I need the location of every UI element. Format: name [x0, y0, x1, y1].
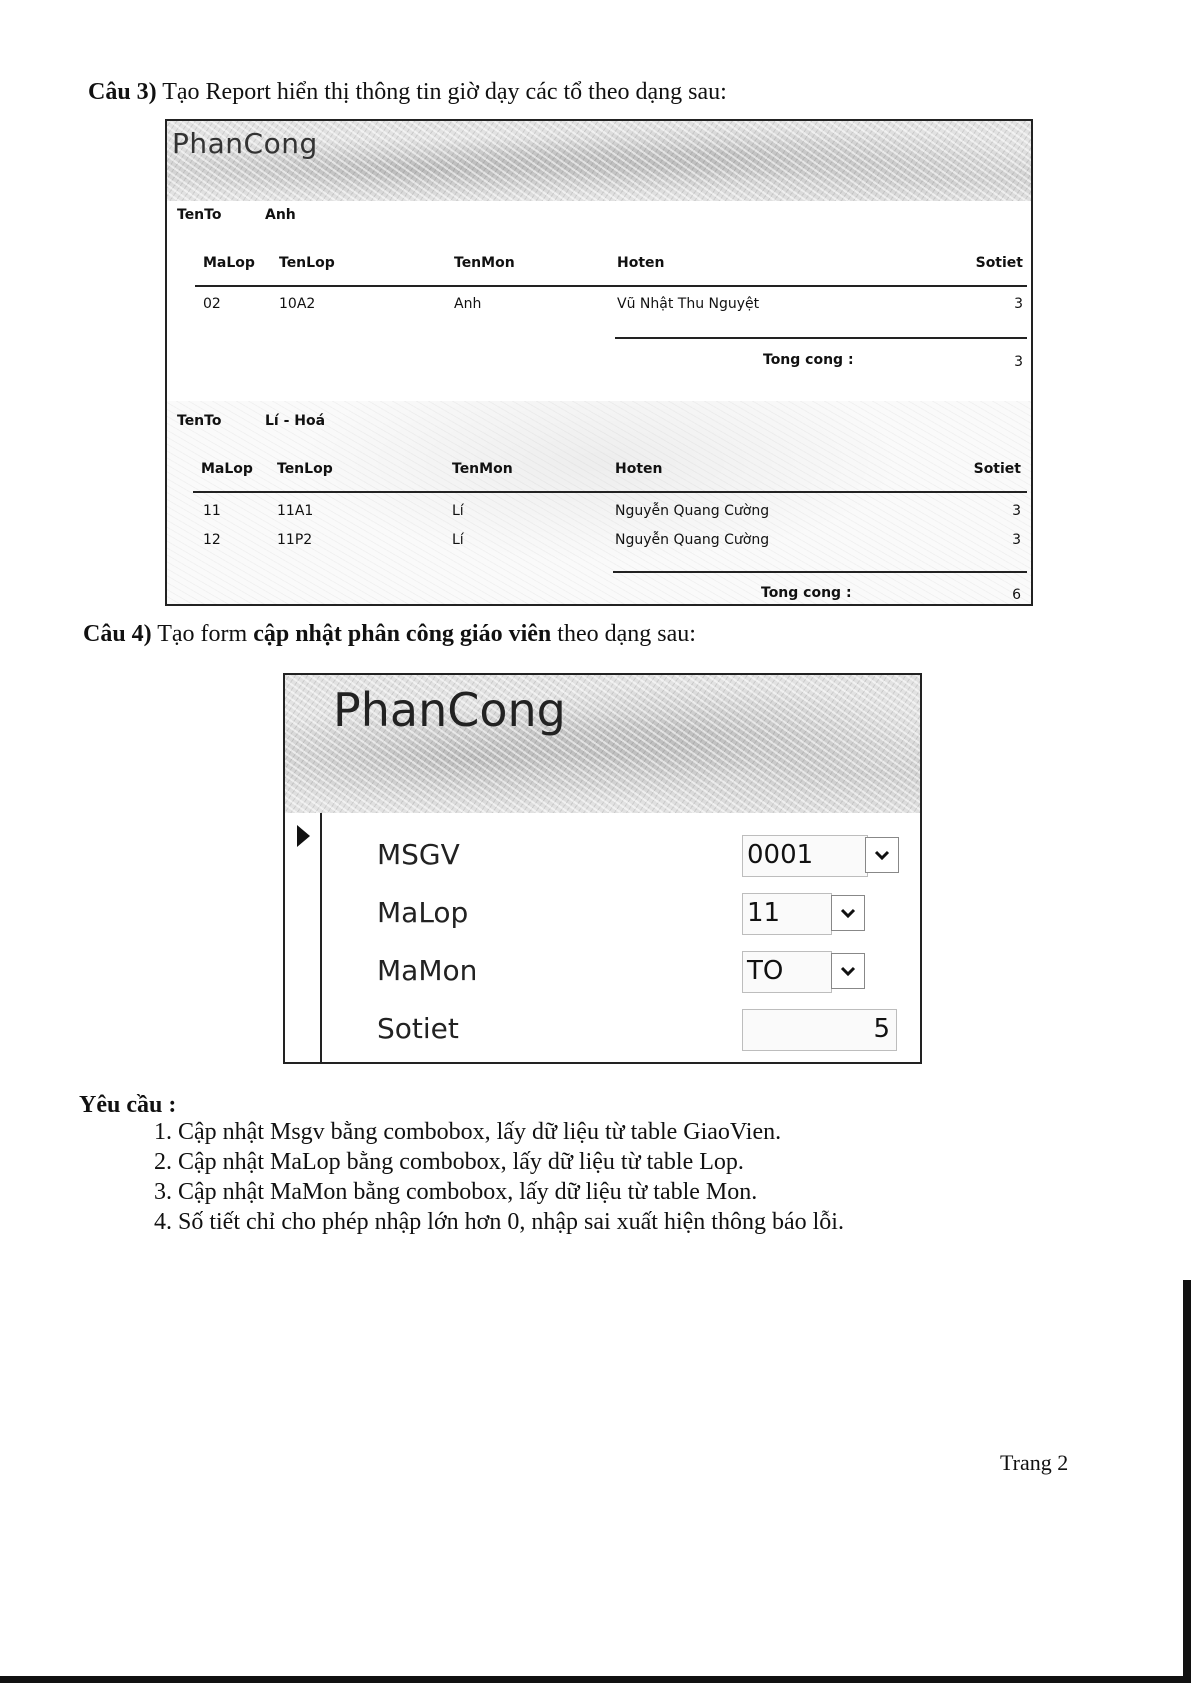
- col-header-hoten: Hoten: [615, 461, 663, 477]
- cell-malop: 02: [203, 296, 221, 312]
- col-header-tenmon: TenMon: [454, 255, 515, 271]
- cell-malop: 12: [203, 532, 221, 548]
- col-header-sotiet: Sotiet: [975, 255, 1023, 271]
- group-label: TenTo: [177, 413, 222, 429]
- mamon-label: MaMon: [377, 954, 478, 987]
- total-value: 3: [1014, 354, 1023, 370]
- cell-tenlop: 10A2: [279, 296, 316, 312]
- current-record-arrow-icon: [297, 825, 310, 847]
- cell-sotiet: 3: [1012, 503, 1021, 519]
- requirements-heading: Yêu cầu :: [79, 1092, 177, 1118]
- question-4-label: Câu 4): [83, 621, 152, 647]
- total-label: Tong cong :: [763, 352, 854, 368]
- question-4-heading: [83, 620, 696, 648]
- question-3-text: Tạo Report hiển thị thông tin giờ dạy các tổ theo dạng sau:: [156, 79, 727, 105]
- requirement-item: 3. Cập nhật MaMon bằng combobox, lấy dữ liệu từ table Mon.: [154, 1179, 758, 1205]
- form-preview: [283, 673, 922, 1064]
- page-number: Trang 2: [1000, 1450, 1069, 1475]
- total-rule: [615, 337, 1027, 339]
- question-3-label: Câu 3): [88, 79, 157, 105]
- cell-hoten: Nguyễn Quang Cường: [615, 532, 770, 548]
- col-header-tenmon: TenMon: [452, 461, 513, 477]
- total-rule: [613, 571, 1027, 573]
- header-rule: [195, 285, 1027, 287]
- col-header-tenlop: TenLop: [279, 255, 335, 271]
- question-4-text-before: Tạo form: [151, 621, 254, 647]
- report-title: PhanCong: [172, 127, 318, 160]
- chevron-down-icon: [874, 849, 890, 861]
- sotiet-label: Sotiet: [377, 1012, 459, 1045]
- record-selector[interactable]: [285, 813, 322, 1062]
- col-header-tenlop: TenLop: [277, 461, 333, 477]
- report-preview: [165, 119, 1033, 606]
- question-3-heading: [88, 78, 727, 106]
- mamon-combobox[interactable]: TO: [742, 951, 832, 993]
- malop-dropdown-button[interactable]: [831, 895, 865, 931]
- scan-edge-right: [1183, 1280, 1191, 1683]
- mamon-dropdown-button[interactable]: [831, 953, 865, 989]
- requirement-item: 1. Cập nhật Msgv bằng combobox, lấy dữ liệu từ table GiaoVien.: [154, 1119, 782, 1145]
- total-label: Tong cong :: [761, 585, 852, 601]
- form-title: PhanCong: [333, 683, 566, 737]
- header-rule: [193, 491, 1027, 493]
- group-label: TenTo: [177, 207, 222, 223]
- col-header-malop: MaLop: [201, 461, 253, 477]
- question-4-text-bold: cập nhật phân công giáo viên: [253, 621, 552, 647]
- requirement-item: 4. Số tiết chỉ cho phép nhập lớn hơn 0, nhập sai xuất hiện thông báo lỗi.: [154, 1209, 844, 1235]
- msgv-combobox[interactable]: 0001: [742, 835, 868, 877]
- cell-sotiet: 3: [1014, 296, 1023, 312]
- msgv-label: MSGV: [377, 838, 460, 871]
- cell-tenmon: Lí: [452, 532, 464, 548]
- cell-malop: 11: [203, 503, 221, 519]
- col-header-malop: MaLop: [203, 255, 255, 271]
- malop-label: MaLop: [377, 896, 469, 929]
- cell-sotiet: 3: [1012, 532, 1021, 548]
- msgv-dropdown-button[interactable]: [865, 837, 899, 873]
- form-header: [285, 675, 920, 813]
- malop-combobox[interactable]: 11: [742, 893, 832, 935]
- report-header: [167, 121, 1031, 201]
- group-value: Lí - Hoá: [265, 413, 326, 429]
- cell-hoten: Vũ Nhật Thu Nguyệt: [617, 296, 760, 312]
- question-4-text-after: theo dạng sau:: [551, 621, 696, 647]
- col-header-hoten: Hoten: [617, 255, 665, 271]
- cell-tenlop: 11P2: [277, 532, 313, 548]
- group-value: Anh: [265, 207, 296, 223]
- cell-tenmon: Anh: [454, 296, 482, 312]
- total-value: 6: [1012, 587, 1021, 603]
- sotiet-textbox[interactable]: 5: [742, 1009, 897, 1051]
- requirement-item: 2. Cập nhật MaLop bằng combobox, lấy dữ liệu từ table Lop.: [154, 1149, 744, 1175]
- cell-tenlop: 11A1: [277, 503, 314, 519]
- col-header-sotiet: Sotiet: [973, 461, 1021, 477]
- cell-tenmon: Lí: [452, 503, 464, 519]
- chevron-down-icon: [840, 907, 856, 919]
- cell-hoten: Nguyễn Quang Cường: [615, 503, 770, 519]
- scan-edge-bottom: [0, 1676, 1191, 1683]
- chevron-down-icon: [840, 965, 856, 977]
